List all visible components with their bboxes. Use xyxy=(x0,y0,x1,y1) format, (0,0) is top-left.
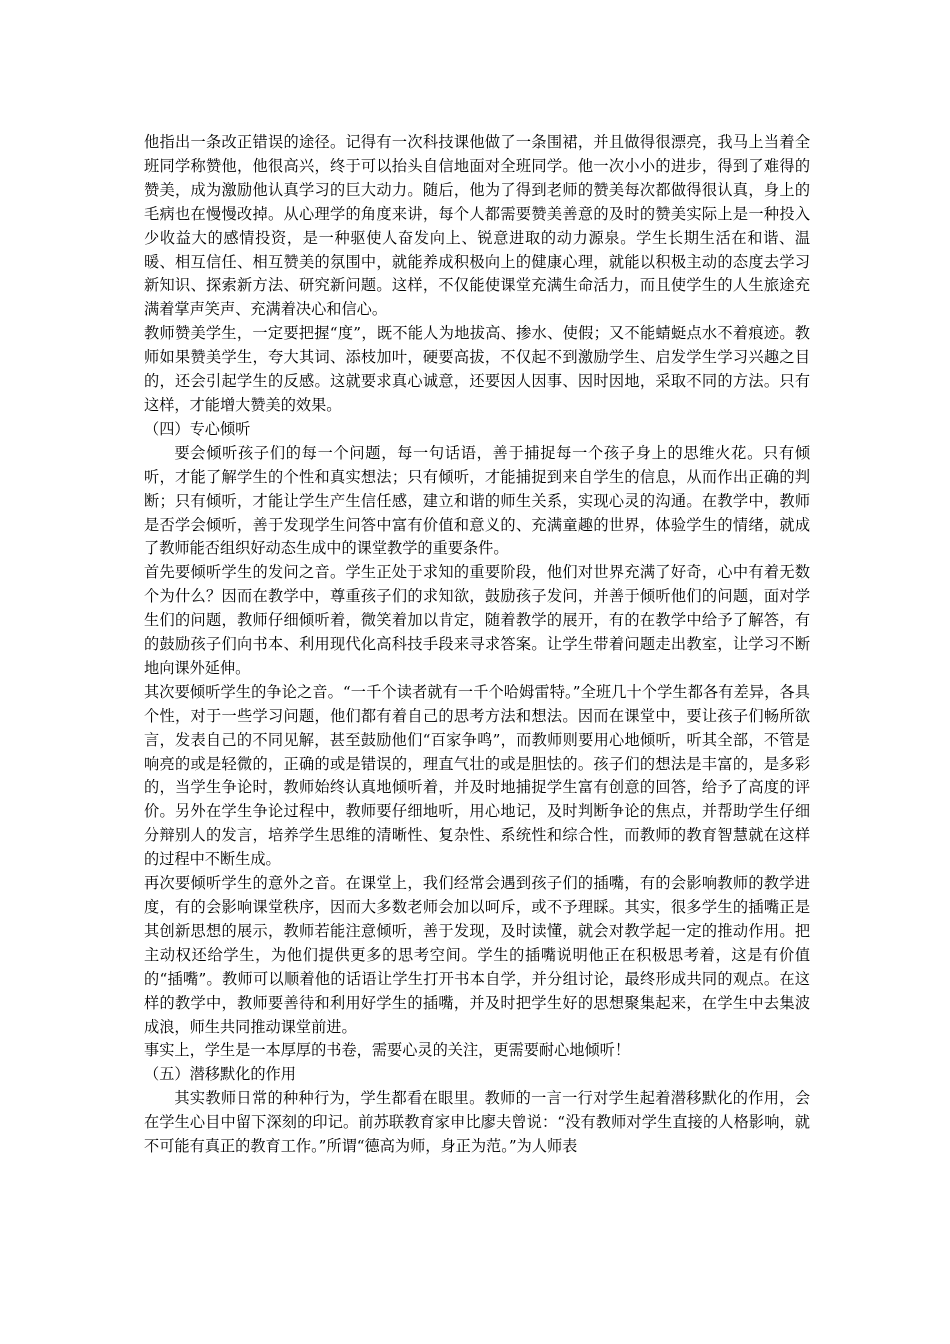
paragraph-listening-intro: 要会倾听孩子们的每一个问题，每一句话语，善于捕捉每一个孩子身上的思维火花。只有倾听，才能了解学生的个性和真实想法；只有倾听，才能捕捉到来自学生的信息，从而作出正确的判断；只有倾听，才能让学生产生信任感，建立和谐的师生关系，实现心灵的沟通。在教学中，教师是否学会倾听，善于发现学生问答中富有价值和意义的、充满童趣的世界，体验学生的情绪，就成了教师能否组织好动态生成中的课堂教学的重要条件。 xyxy=(144,443,810,558)
paragraph-praise-example: 他指出一条改正错误的途径。记得有一次科技课他做了一条围裙，并且做得很漂亮，我马上当着全班同学称赞他，他很高兴，终于可以抬头自信地面对全班同学。他一次小小的进步，得到了难得的赞美，成为激励他认真学习的巨大动力。随后，他为了得到老师的赞美每次都做得很认真，身上的毛病也在慢慢改掉。从心理学的角度来讲，每个人都需要赞美善意的及时的赞美实际上是一种投入少收益大的感情投资，是一种驱使人奋发向上、锐意进取的动力源泉。学生长期生活在和谐、温暖、相互信任、相互赞美的氛围中，就能养成积极向上的健康心理，就能以积极主动的态度去学习新知识、探索新方法、研究新问题。这样，不仅能使课堂充满生命活力，而且使学生的人生旅途充满着掌声笑声、充满着决心和信心。 xyxy=(144,133,810,319)
paragraph-listening-questions: 首先要倾听学生的发问之音。学生正处于求知的重要阶段，他们对世界充满了好奇，心中有着无数个为什么？因而在教学中，尊重孩子们的求知欲，鼓励孩子发问，并善于倾听他们的问题，面对学生们的问题，教师仔细倾听着，微笑着加以肯定，随着教学的展开，有的在教学中给予了解答，有的鼓励孩子们向书本、利用现代化高科技手段来寻求答案。让学生带着问题走出教室，让学习不断地向课外延伸。 xyxy=(144,563,810,677)
section-heading-listening: （四）专心倾听 xyxy=(144,419,251,438)
paragraph-listening-conclusion: 事实上，学生是一本厚厚的书卷，需要心灵的关注，更需要耐心地倾听！ xyxy=(144,1041,630,1060)
paragraph-praise-degree: 教师赞美学生，一定要把握“度”，既不能人为地拔高、掺水、使假；又不能蜻蜓点水不着痕迹。教师如果赞美学生，夸大其词、添枝加叶，硬要高拔，不仅起不到激励学生、启发学生学习兴趣之目的，还会引起学生的反感。这就要求真心诚意，还要因人因事、因时因地，采取不同的方法。只有这样，才能增大赞美的效果。 xyxy=(144,324,810,414)
document-page xyxy=(144,131,810,1159)
paragraph-influence-intro: 其实教师日常的种种行为，学生都看在眼里。教师的一言一行对学生起着潜移默化的作用，会在学生心目中留下深刻的印记。前苏联教育家申比廖夫曾说：“没有教师对学生直接的人格影响，就不可能有真正的教育工作。”所谓“德高为师，身正为范。”为人师表 xyxy=(144,1089,810,1156)
section-heading-influence: （五）潜移默化的作用 xyxy=(144,1065,296,1084)
paragraph-listening-interruptions: 再次要倾听学生的意外之音。在课堂上，我们经常会遇到孩子们的插嘴，有的会影响教师的教学进度，有的会影响课堂秩序，因而大多数老师会加以呵斥，或不予理睬。其实，很多学生的插嘴正是其创新思想的展示，教师若能注意倾听，善于发现，及时读懂，就会对教学起一定的推动作用。把主动权还给学生，为他们提供更多的思考空间。学生的插嘴说明他正在积极思考着，这是有价值的“插嘴”。教师可以顺着他的话语让学生打开书本自学，并分组讨论，最终形成共同的观点。在这样的教学中，教师要善待和利用好学生的插嘴，并及时把学生好的思想聚集起来，在学生中去集波成浪，师生共同推动课堂前进。 xyxy=(144,874,810,1036)
paragraph-listening-debate: 其次要倾听学生的争论之音。“一千个读者就有一千个哈姆雷特。”全班几十个学生都各有差异，各具个性，对于一些学习问题，他们都有着自己的思考方法和想法。因而在课堂中，要让孩子们畅所欲言，发表自己的不同见解，甚至鼓励他们“百家争鸣”，而教师则要用心地倾听，听其全部，不管是响亮的或是轻微的，正确的或是错误的，理直气壮的或是胆怯的。孩子们的想法是丰富的，是多彩的，当学生争论时，教师始终认真地倾听着，并及时地捕捉学生富有创意的回答，给予了高度的评价。另外在学生争论过程中，教师要仔细地听，用心地记，及时判断争论的焦点，并帮助学生仔细分辩别人的发言，培养学生思维的清晰性、复杂性、系统性和综合性，而教师的教育智慧就在这样的过程中不断生成。 xyxy=(144,682,810,869)
